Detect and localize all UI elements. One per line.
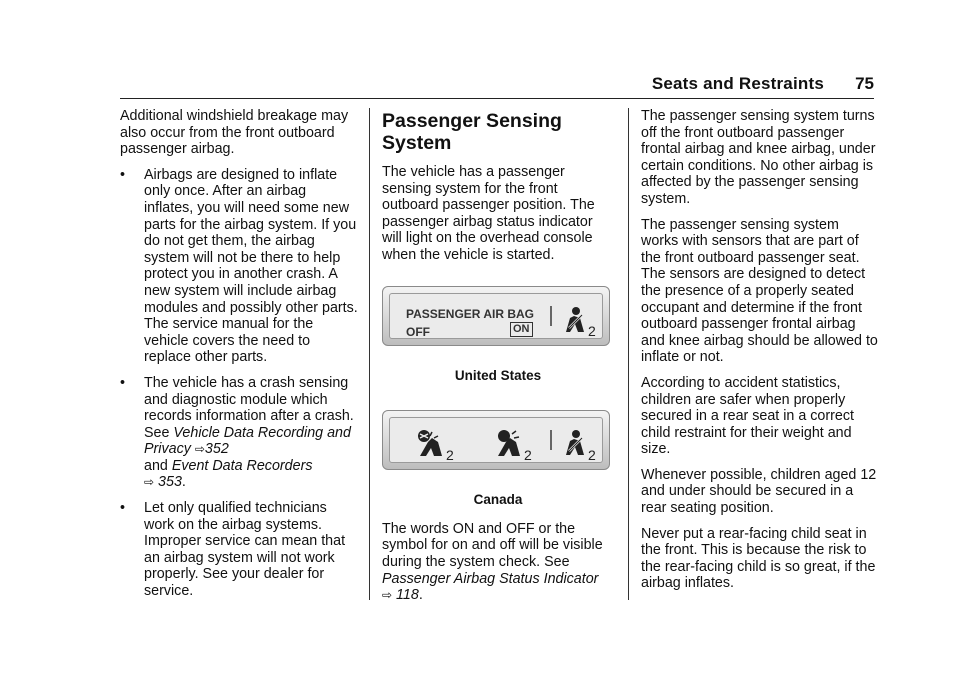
cross-reference-link[interactable]: Passenger Airbag Status Indicator (382, 570, 599, 587)
paragraph-text: The words ON and OFF or the symbol for on and off will be visible during the system check. See (382, 520, 603, 570)
list-item-text: The vehicle has a crash sensing and diagnostic module which records information after a crash. See (144, 374, 354, 441)
status-indicator-canada-figure (382, 410, 610, 470)
indicator-number: 2 (524, 447, 532, 463)
list-item-text: Airbags are designed to inflate only once. After an airbag inflates, you will need some new parts for the airbag system. If you do not get them, the airbag system will not be there to help protect you in another crash. A new system will include airbag modules and possibly other parts. The service manual for the vehicle covers the need to replace other parts. (144, 166, 358, 366)
cross-reference-link[interactable]: Vehicle Data Recording and Privacy (144, 424, 351, 458)
seatbelt-occupant-icon (564, 306, 602, 338)
indicator-face (389, 293, 603, 339)
page-ref-icon: ⇨ (382, 588, 393, 603)
column-middle (382, 108, 614, 613)
column-divider (628, 108, 629, 600)
page-ref-icon: ⇨ (194, 442, 205, 457)
column-left (120, 108, 358, 609)
indicator-separator (550, 306, 552, 326)
list-item-text: and (144, 457, 172, 474)
indicator-on-label: ON (510, 322, 533, 337)
paragraph: The passenger sensing system turns off the front outboard passenger frontal airbag and knee airbag, under certain conditions. No other airbag is affected by the passenger sensing system. (641, 108, 876, 207)
cross-reference-link[interactable]: Event Data Recorders (171, 457, 313, 474)
status-indicator-us-figure (382, 286, 610, 346)
paragraph-text: . (418, 587, 423, 604)
paragraph (382, 521, 614, 604)
page-ref-number[interactable]: 118 (396, 587, 419, 604)
list-item-text: Let only qualified technicians work on the airbag systems. Improper service can mean that an airbag system will not work properly. See your dealer for service. (144, 500, 346, 600)
indicator-label: PASSENGER AIR BAG (406, 306, 535, 321)
airbag-off-icon (414, 428, 462, 462)
page-ref-number[interactable]: 352 (204, 441, 229, 458)
indicator-number: 2 (446, 447, 454, 463)
bullet-marker: • (120, 500, 126, 517)
paragraph: The vehicle has a passenger sensing system for the front outboard passenger position. The passenger airbag status indicator will light on the overhead console when the vehicle is started. (382, 164, 595, 263)
section-title: Seats and Restraints (651, 74, 824, 93)
figure-caption: Canada (473, 492, 523, 508)
column-right (641, 108, 879, 601)
list-item-text: . (181, 474, 186, 491)
indicator-face (389, 417, 603, 463)
page-ref-number[interactable]: 353 (158, 474, 182, 491)
indicator-separator (550, 430, 552, 450)
bullet-marker: • (120, 374, 126, 391)
page-number: 75 (855, 74, 874, 93)
paragraph: Additional windshield breakage may also occur from the front outboard passenger airbag. (120, 108, 349, 158)
paragraph: The passenger sensing system works with sensors that are part of the front outboard passenger seat. The sensors are designed to detect the presence of a properly seated occupant and determine if the front outboard passenger frontal airbag and knee airbag should be allowed to inflate or not. (641, 216, 878, 366)
indicator-number: 2 (588, 322, 596, 338)
indicator-off-label: OFF (406, 324, 430, 339)
list-item (120, 375, 358, 491)
seatbelt-occupant-icon (564, 428, 602, 462)
section-heading: Passenger Sensing System (382, 110, 562, 154)
column-divider (369, 108, 370, 600)
figure-caption: United States (454, 367, 542, 383)
page-header (120, 62, 874, 99)
paragraph: According to accident statistics, children are safer when properly secured in a rear seat in a correct child restraint for their weight and size. (641, 374, 854, 458)
bullet-marker: • (120, 166, 126, 183)
page-ref-icon: ⇨ (144, 475, 155, 490)
airbag-on-icon (492, 428, 540, 462)
paragraph: Never put a rear-facing child seat in the front. This is because the risk to the rear-facing child is so great, if the airbag inflates. (641, 525, 876, 592)
indicator-number: 2 (588, 447, 596, 463)
list-item (120, 500, 358, 600)
list-item (120, 167, 358, 366)
paragraph: Whenever possible, children aged 12 and under should be secured in a rear seating position. (641, 466, 877, 517)
